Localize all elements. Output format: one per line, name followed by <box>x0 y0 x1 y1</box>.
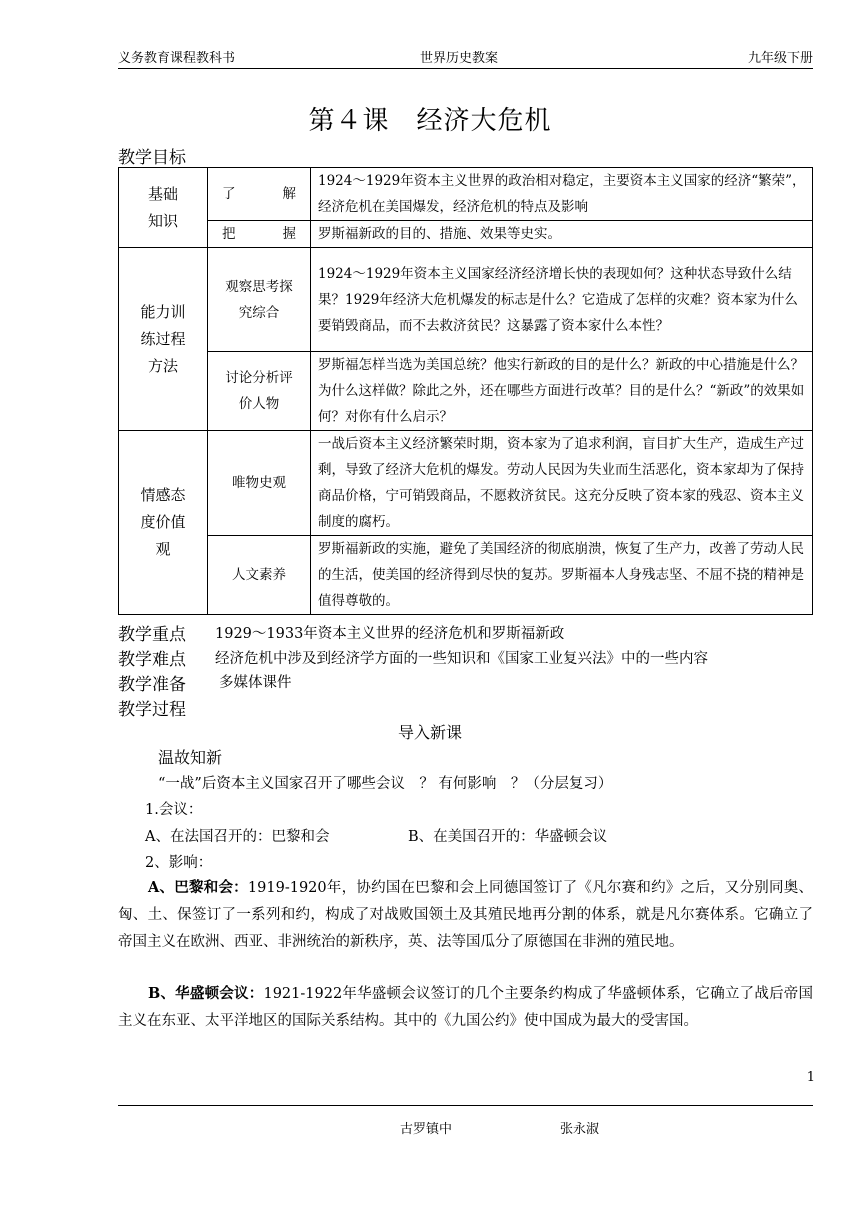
materialism-text: 一战后资本主义经济繁荣时期，资本家为了追求利润，盲目扩大生产，造成生产过剩，导致了经济大危机的爆发。劳动人民因为失业而生活恶化，资本家却为了保持商品价格，宁可销毁商品，不愿救济贫民。这充分反映了资本家的残忍、资本主义制度的腐朽。 <box>311 431 813 536</box>
ability-label: 能力训练过程方法 <box>119 248 208 431</box>
master-label: 把 握 <box>208 221 311 248</box>
paris-label: A、巴黎和会： <box>148 879 248 896</box>
discuss-text: 罗斯福怎样当选为美国总统？他实行新政的目的是什么？新政的中心措施是什么？为什么这样做？除此之外，还在哪些方面进行改革？目的是什么？“新政”的效果如何？对你有什么启示？ <box>311 352 813 431</box>
item-meetings: 1.会议： <box>145 802 203 818</box>
goals-table <box>118 167 813 615</box>
process-label: 教学过程 <box>118 700 186 720</box>
key-point-text: 1929～1933年资本主义世界的经济危机和罗斯福新政 <box>215 626 565 642</box>
intro-heading: 导入新课 <box>397 723 462 742</box>
review-heading: 温故知新 <box>158 748 223 767</box>
preparation-label: 教学准备 <box>118 675 186 695</box>
basic-knowledge-label: 基础知识 <box>119 168 208 248</box>
humanities-text: 罗斯福新政的实施，避免了美国经济的彻底崩溃，恢复了生产力，改善了劳动人民的生活，使美国的经济得到尽快的复苏。罗斯福本人身残志坚、不屈不挠的精神是值得尊敬的。 <box>311 536 813 615</box>
washington-text: 1921-1922年华盛顿会议签订的几个主要条约构成了华盛顿体系，它确立了战后帝国主义在东亚、太平洋地区的国际关系结构。其中的《九国公约》使中国成为最大的受害国。 <box>118 986 813 1029</box>
meeting-b: B、在美国召开的：华盛顿会议 <box>408 829 608 845</box>
observe-text: 1924～1929年资本主义国家经济经济增长快的表现如何？这种状态导致什么结果？1929年经济大危机爆发的标志是什么？它造成了怎样的灾难？资本家为什么要销毁商品，而不去救济贫民？这暴露了资本家什么本性？ <box>311 248 813 352</box>
key-point-label: 教学重点 <box>118 625 186 645</box>
header-rule <box>118 68 813 69</box>
header-left: 义务教育课程教科书 <box>118 51 236 66</box>
meeting-a: A、在法国召开的：巴黎和会 <box>145 829 330 845</box>
understand-text: 1924～1929年资本主义世界的政治相对稳定，主要资本主义国家的经济“繁荣”，经济危机在美国爆发，经济危机的特点及影响 <box>311 168 813 221</box>
header-right: 九年级下册 <box>747 51 813 66</box>
difficulty-label: 教学难点 <box>118 650 186 670</box>
footer-rule <box>118 1105 813 1106</box>
discuss-label: 讨论分析评价人物 <box>208 352 311 431</box>
washington-label: B、华盛顿会议： <box>148 985 264 1002</box>
goals-heading: 教学目标 <box>118 148 186 168</box>
humanities-label: 人文素养 <box>208 536 311 615</box>
item-influence: 2、影响： <box>145 855 213 871</box>
paris-text: 1919-1920年，协约国在巴黎和会上同德国签订了《凡尔赛和约》之后，又分别同奥、匈、土、保签订了一系列和约，构成了对战败国领土及其殖民地再分割的体系，就是凡尔赛体系。它确立了帝国主义在欧洲、西亚、非洲统治的新秩序，英、法等国瓜分了原德国在非洲的殖民地。 <box>118 880 813 950</box>
footer-school: 古罗镇中 <box>400 1122 453 1137</box>
master-text: 罗斯福新政的目的、措施、效果等史实。 <box>311 221 813 248</box>
observe-label: 观察思考探究综合 <box>208 248 311 352</box>
footer-author: 张永淑 <box>560 1122 600 1137</box>
materialism-label: 唯物史观 <box>208 431 311 536</box>
washington-paragraph <box>118 980 813 1035</box>
emotion-label: 情感态度价值观 <box>119 431 208 615</box>
preparation-text: 多媒体课件 <box>219 675 292 691</box>
understand-label: 了 解 <box>208 168 311 221</box>
header-center: 世界历史教案 <box>420 51 499 66</box>
page-number: 1 <box>806 1070 815 1085</box>
review-question: “一战”后资本主义国家召开了哪些会议 ？ 有何影响 ？（分层复习） <box>158 776 613 792</box>
page-title: 第４课 经济大危机 <box>308 106 552 136</box>
paris-paragraph <box>118 874 813 956</box>
difficulty-text: 经济危机中涉及到经济学方面的一些知识和《国家工业复兴法》中的一些内容 <box>215 651 708 667</box>
